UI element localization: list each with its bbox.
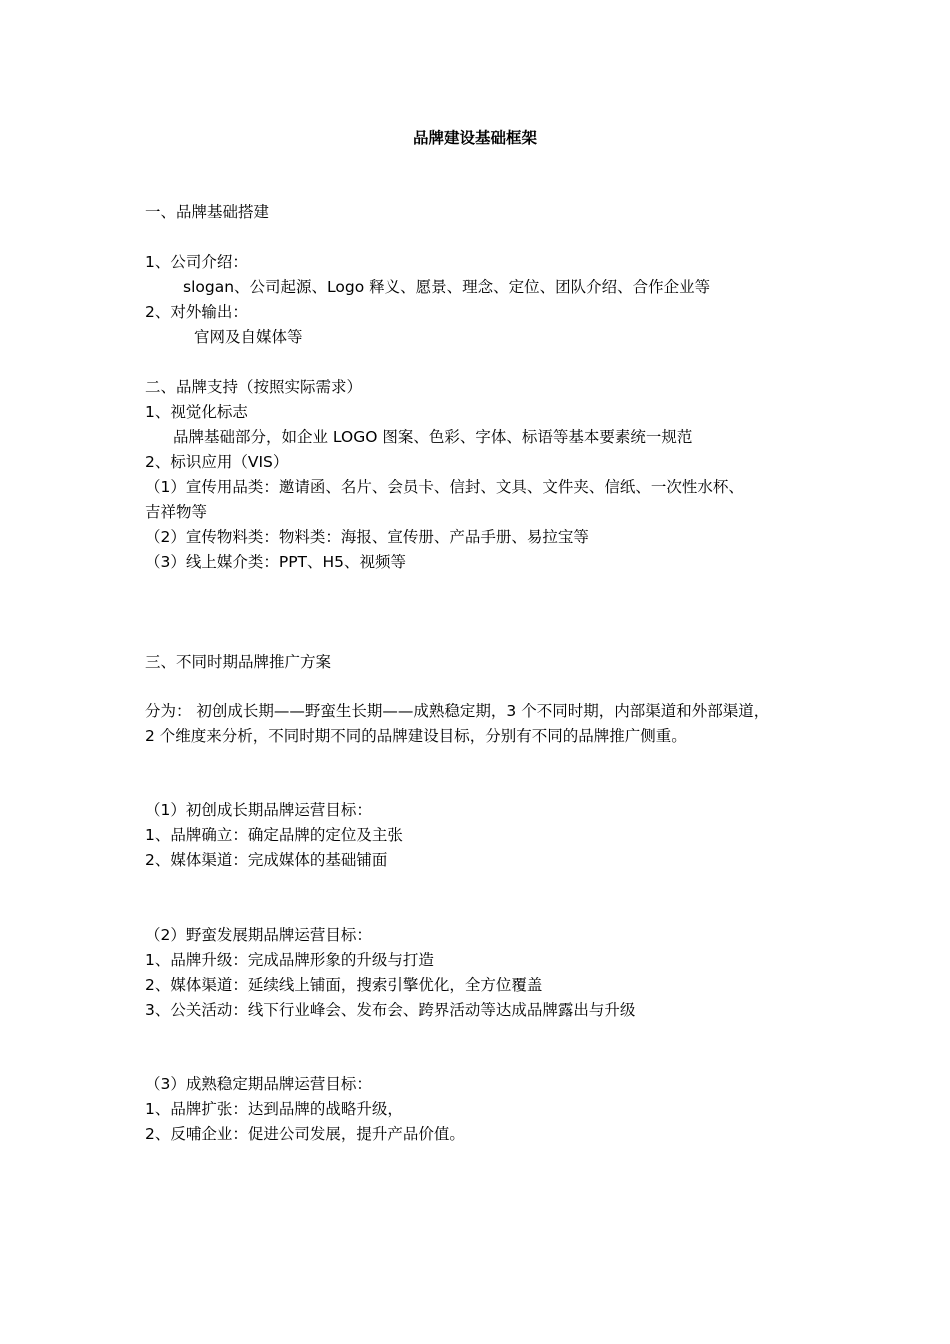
stage-2-heading: （2）野蛮发展期品牌运营目标： [145, 926, 372, 944]
document-title: 品牌建设基础框架 [412, 129, 537, 147]
section-heading-3: 三、不同时期品牌推广方案 [145, 653, 332, 671]
stage-3-item-1: 1、品牌扩张：达到品牌的战略升级， [145, 1100, 403, 1118]
stages-intro: 分为： 初创成长期——野蛮生长期——成熟稳定期，3 个不同时期，内部渠道和外部渠道， [145, 702, 770, 720]
vis-online-media: （3）线上媒介类：PPT、H5、视频等 [145, 553, 407, 571]
stage-2-item-3: 3、公关活动：线下行业峰会、发布会、跨界活动等达成品牌露出与升级 [145, 1001, 636, 1019]
vis-promo-items-cont: 吉祥物等 [145, 503, 208, 521]
item-visual-logo: 1、视觉化标志 [145, 403, 248, 421]
item-external-output: 2、对外输出： [145, 303, 248, 321]
vis-promo-items: （1）宣传用品类：邀请函、名片、会员卡、信封、文具、文件夹、信纸、一次性水杯、 [145, 478, 744, 496]
stage-1-heading: （1）初创成长期品牌运营目标： [145, 801, 372, 819]
item-vis: 2、标识应用（VIS） [145, 453, 289, 471]
section-heading-1: 一、品牌基础搭建 [145, 203, 270, 221]
company-intro-detail: slogan、公司起源、Logo 释义、愿景、理念、定位、团队介绍、合作企业等 [183, 278, 711, 296]
stage-3-heading: （3）成熟稳定期品牌运营目标： [145, 1075, 372, 1093]
visual-logo-detail: 品牌基础部分，如企业 LOGO 图案、色彩、字体、标语等基本要素统一规范 [173, 428, 693, 446]
item-company-intro: 1、公司介绍： [145, 253, 248, 271]
stage-2-item-1: 1、品牌升级：完成品牌形象的升级与打造 [145, 951, 434, 969]
section-heading-2: 二、品牌支持（按照实际需求） [145, 378, 363, 396]
stage-1-item-2: 2、媒体渠道：完成媒体的基础铺面 [145, 851, 388, 869]
stage-1-item-1: 1、品牌确立：确定品牌的定位及主张 [145, 826, 403, 844]
vis-promo-materials: （2）宣传物料类：物料类：海报、宣传册、产品手册、易拉宝等 [145, 528, 589, 546]
stages-intro-cont: 2 个维度来分析，不同时期不同的品牌建设目标，分别有不同的品牌推广侧重。 [145, 727, 687, 745]
stage-3-item-2: 2、反哺企业：促进公司发展，提升产品价值。 [145, 1125, 465, 1143]
external-output-detail: 官网及自媒体等 [194, 328, 303, 346]
stage-2-item-2: 2、媒体渠道：延续线上铺面，搜索引擎优化，全方位覆盖 [145, 976, 543, 994]
